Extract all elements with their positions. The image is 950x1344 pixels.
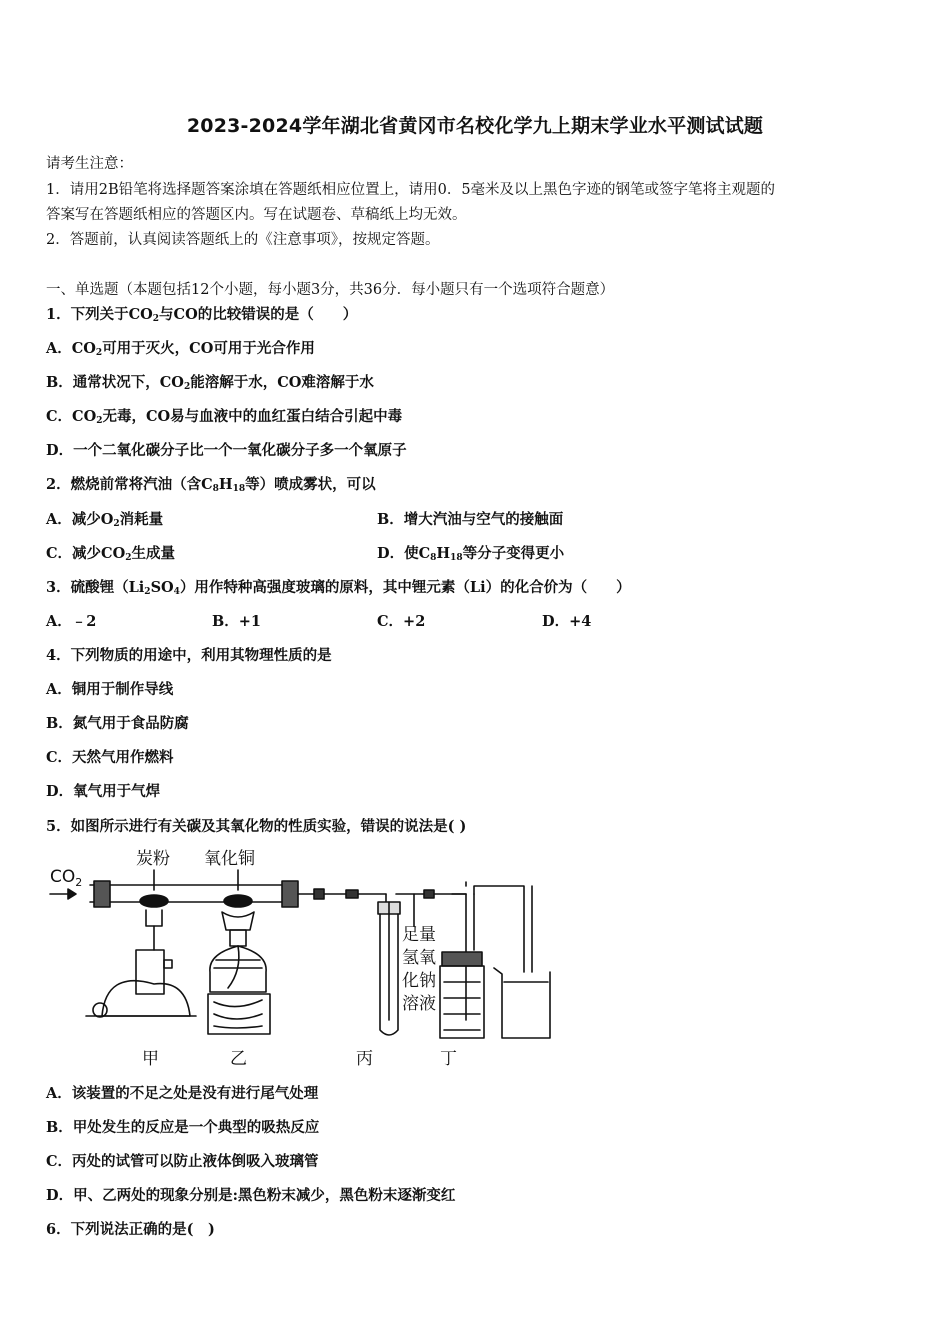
notice-line-1: 1．请用2B铅笔将选择题答案涂填在答题纸相应位置上，请用0．5毫米及以上黑色字迹的钢笔或签字笔将主观题的	[46, 182, 776, 198]
q3-option-a[interactable]: A．﹣2	[46, 613, 97, 630]
label-ding: 丁	[440, 1049, 457, 1069]
carbon-powder-label: 炭粉	[136, 849, 170, 869]
q4-stem: 4．下列物质的用途中，利用其物理性质的是	[46, 647, 332, 664]
q1-stem: 1．下列关于$CO_2$与CO的比较错误的是（ ）	[46, 306, 358, 324]
q2-option-b[interactable]: B．增大汽油与空气的接触面	[377, 511, 564, 528]
copper-oxide-pile	[224, 895, 252, 907]
naoh-label-1: 足量	[402, 925, 436, 945]
label-bing: 丙	[356, 1049, 373, 1069]
q5-option-a[interactable]: A．该装置的不足之处是没有进行尾气处理	[46, 1085, 319, 1102]
q4-option-c[interactable]: C．天然气用作燃料	[46, 749, 174, 766]
q2-option-c[interactable]: C．减少$CO_2$生成量	[46, 545, 175, 563]
q4-option-a[interactable]: A．铜用于制作导线	[46, 681, 174, 698]
label-jia: 甲	[142, 1049, 159, 1069]
q1-option-d[interactable]: D．一个二氧化碳分子比一个一氧化碳分子多一个氧原子	[46, 442, 407, 459]
arrow-head-icon	[68, 889, 76, 899]
co2-label: $CO_2$	[50, 867, 83, 889]
beaker	[494, 968, 550, 1038]
section-heading: 一、单选题（本题包括12个小题，每小题3分，共36分．每小题只有一个选项符合题意）	[46, 282, 615, 298]
q3-option-b[interactable]: B．+1	[212, 613, 261, 630]
naoh-label-3: 化钠	[402, 971, 436, 991]
q3-stem: 3．硫酸锂$(Li_2SO_4)$用作特种高强度玻璃的原料，其中锂元素（Li）的化合价为（ ）	[46, 579, 631, 597]
notice-heading: 请考生注意：	[46, 156, 133, 172]
q3-option-c[interactable]: C．+2	[377, 613, 426, 630]
q3-option-d[interactable]: D．+4	[542, 613, 592, 630]
q2-option-d[interactable]: D．使$C_8H_{18}$等分子变得更小	[377, 545, 565, 563]
alcohol-lamp-yi	[208, 912, 270, 1034]
q5-option-b[interactable]: B．甲处发生的反应是一个典型的吸热反应	[46, 1119, 320, 1136]
q1-option-a[interactable]: A．$CO_2$可用于灭火，CO可用于光合作用	[46, 340, 315, 358]
label-yi: 乙	[230, 1049, 247, 1069]
q4-option-b[interactable]: B．氮气用于食品防腐	[46, 715, 189, 732]
notice-line-2: 答案写在答题纸相应的答题区内。写在试题卷、草稿纸上均无效。	[46, 207, 467, 223]
notice-line-3: 2．答题前，认真阅读答题纸上的《注意事项》，按规定答题。	[46, 232, 440, 248]
burner-jia	[86, 910, 196, 1017]
q5-stem: 5．如图所示进行有关碳及其氧化物的性质实验，错误的说法是( )	[46, 818, 467, 835]
q2-stem: 2．燃烧前常将汽油（含$C_8H_{18}$等）喷成雾状，可以	[46, 476, 376, 494]
naoh-label-2: 氢氧	[402, 948, 436, 968]
q2-option-a[interactable]: A．减少$O_2$消耗量	[46, 511, 164, 529]
experiment-apparatus-figure	[46, 842, 566, 1074]
q6-stem: 6．下列说法正确的是( )	[46, 1221, 215, 1238]
q4-option-d[interactable]: D．氧气用于气焊	[46, 783, 161, 800]
q1-option-c[interactable]: C．$CO_2$无毒，CO易与血液中的血红蛋白结合引起中毒	[46, 408, 403, 426]
carbon-powder-pile	[140, 895, 168, 907]
q5-option-c[interactable]: C．丙处的试管可以防止液体倒吸入玻璃管	[46, 1153, 319, 1170]
naoh-label-4: 溶液	[402, 994, 436, 1014]
copper-oxide-label: 氧化铜	[204, 849, 255, 869]
wash-bottle-ding	[440, 882, 532, 1038]
page-title: 2023-2024学年湖北省黄冈市名校化学九上期末学业水平测试试题	[186, 115, 764, 137]
q5-option-d[interactable]: D．甲、乙两处的现象分别是:黑色粉末减少，黑色粉末逐渐变红	[46, 1187, 456, 1204]
q1-option-b[interactable]: B．通常状况下，$CO_2$能溶解于水，CO难溶解于水	[46, 374, 374, 392]
